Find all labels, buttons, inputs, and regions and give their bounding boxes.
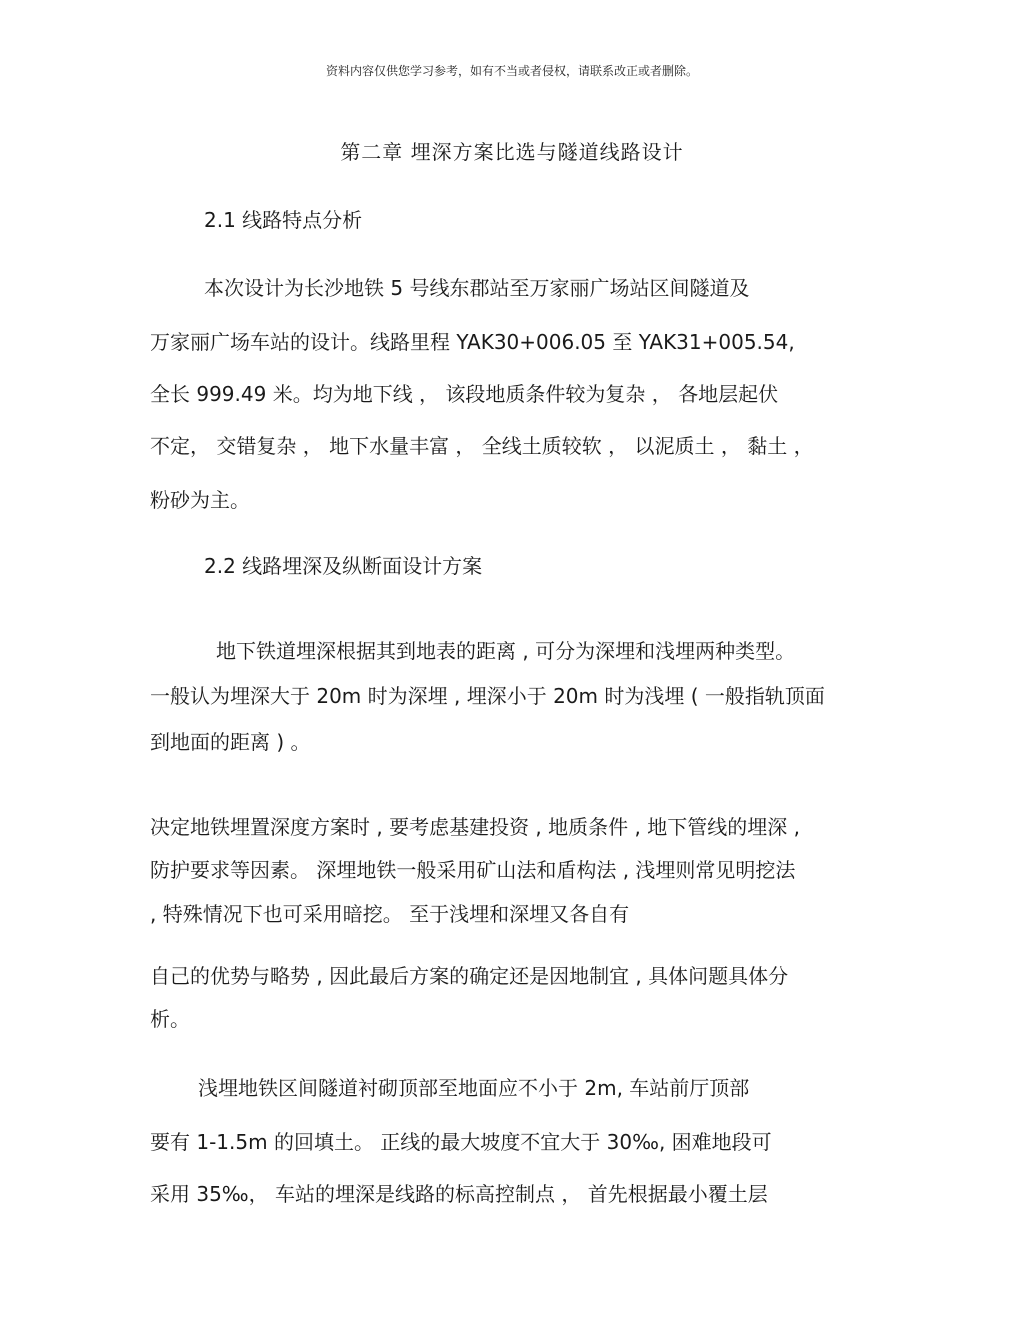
paragraph-line: , 特殊情况下也可采用暗挖。 至于浅埋和深埋又各自有	[150, 902, 630, 926]
section-heading-2-2: 2.2 线路埋深及纵断面设计方案	[204, 554, 483, 578]
paragraph-line: 到地面的距离 ) 。	[150, 730, 311, 754]
paragraph-line: 浅埋地铁区间隧道衬砌顶部至地面应不小于 2m, 车站前厅顶部	[198, 1076, 750, 1100]
paragraph-line: 采用 35‰， 车站的埋深是线路的标高控制点 ， 首先根据最小覆土层	[150, 1182, 768, 1206]
paragraph-line: 不定， 交错复杂 ， 地下水量丰富 ， 全线土质较软 ， 以泥质土 ， 黏土 ，	[150, 434, 814, 458]
paragraph-line: 万家丽广场车站的设计。线路里程 YAK30+006.05 至 YAK31+005.54,	[150, 330, 795, 354]
section-heading-2-1: 2.1 线路特点分析	[204, 208, 363, 232]
page-header: 资料内容仅供您学习参考，如有不当或者侵权，请联系改正或者删除。	[325, 64, 698, 78]
paragraph-line: 本次设计为长沙地铁 5 号线东郡站至万家丽广场站区间隧道及	[204, 276, 750, 300]
paragraph-line: 要有 1-1.5m 的回填土。 正线的最大坡度不宜大于 30‰, 困难地段可	[150, 1130, 772, 1154]
paragraph-line: 决定地铁埋置深度方案时 , 要考虑基建投资 , 地质条件 , 地下管线的埋深 ,	[150, 815, 800, 839]
paragraph-line: 自己的优势与略势 , 因此最后方案的确定还是因地制宜 , 具体问题具体分	[150, 964, 789, 988]
paragraph-line: 全长 999.49 米。均为地下线 ， 该段地质条件较为复杂 ， 各地层起伏	[150, 382, 779, 406]
chapter-title: 第二章 埋深方案比选与隧道线路设计	[340, 140, 684, 164]
paragraph-line: 一般认为埋深大于 20m 时为深埋 , 埋深小于 20m 时为浅埋 ( 一般指轨顶面	[150, 684, 825, 708]
paragraph-line: 析。	[150, 1007, 190, 1031]
paragraph-line: 防护要求等因素。 深埋地铁一般采用矿山法和盾构法 , 浅埋则常见明挖法	[150, 858, 796, 882]
paragraph-line: 地下铁道埋深根据其到地表的距离 , 可分为深埋和浅埋两种类型。	[216, 639, 796, 663]
paragraph-line: 粉砂为主。	[150, 488, 250, 512]
